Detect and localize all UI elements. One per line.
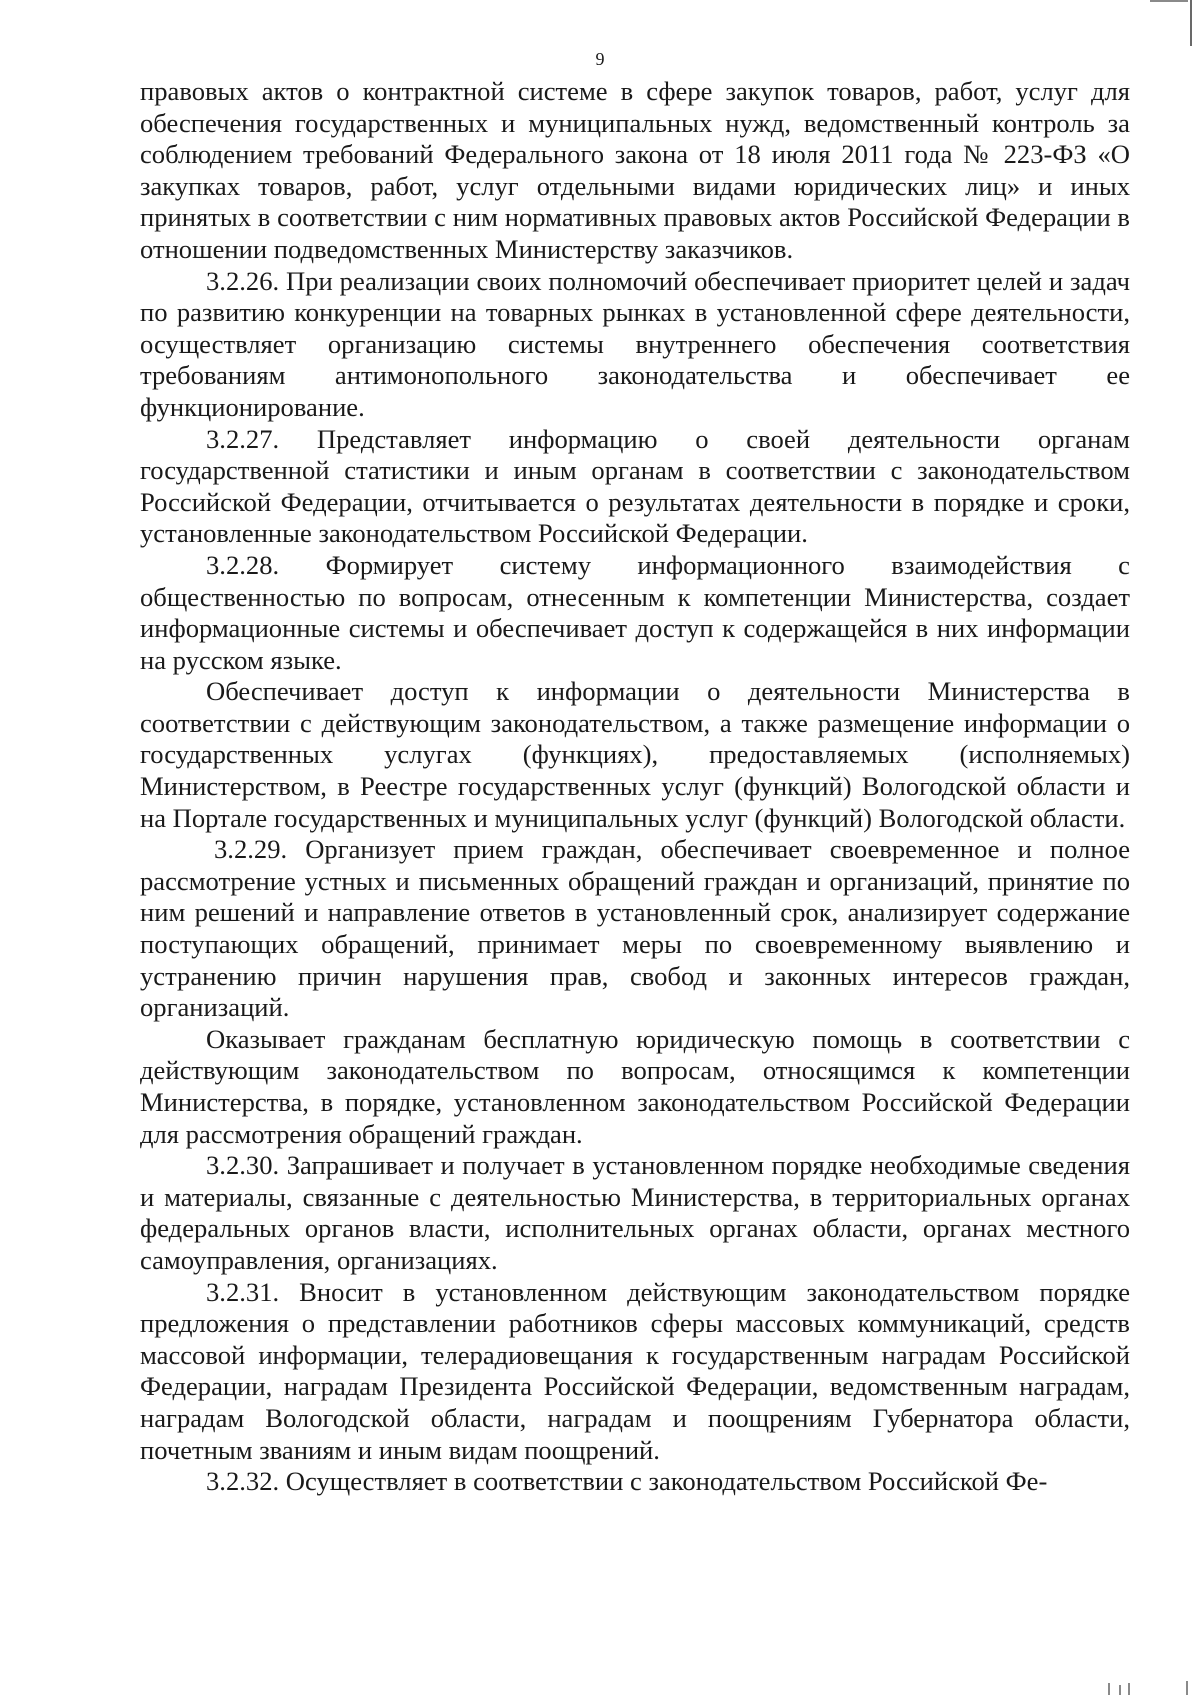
paragraph-3-2-31: 3.2.31. Вносит в установленном действующим законодательством порядке предложения о представлении работников сферы массовых коммуникаций, средств массовой информации, телерадиовещания к государственным наградам Российской Федерации, наградам Президента Российской Федерации, ведомственным наградам, наградам Вологодской области, наградам и поощрениям Губернатора области, почетным званиям и иным видам поощрений. xyxy=(140,1276,1130,1465)
scan-artifact-bottom-right-a xyxy=(1108,1683,1110,1695)
paragraph-3-2-30: 3.2.30. Запрашивает и получает в установленном порядке необходимые сведения и материалы, связанные с деятельностью Министерства, в территориальных органах федеральных органов власти, исполнительных органах области, органах местного самоуправления, организациях. xyxy=(140,1150,1130,1275)
scan-artifact-bottom-right-b xyxy=(1119,1685,1121,1695)
paragraph-3-2-29-legal-aid: Оказывает гражданам бесплатную юридическую помощь в соответствии с действующим законодательством по вопросам, относящимся к компетенции Министерства, в порядке, установленном законодательством Российской Федерации для рассмотрения обращений граждан. xyxy=(140,1023,1130,1149)
paragraph-3-2-28-access: Обеспечивает доступ к информации о деятельности Министерства в соответствии с действующим законодательством, а также размещение информации о государственных услугах (функциях), предоставляемых (исполняемых) Министерством, в Реестре государственных услуг (функций) Вологодской области и на Портале государственных и муниципальных услуг (функций) Вологодской области. xyxy=(140,676,1130,833)
scan-artifact-top-right xyxy=(1150,0,1188,2)
scan-artifact-right-edge xyxy=(1190,0,1192,46)
page-number: 9 xyxy=(595,49,605,69)
paragraph-3-2-26: 3.2.26. При реализации своих полномочий обеспечивает приоритет целей и задач по развитию конкуренции на товарных рынках в установленной сфере деятельности, осуществляет организацию системы внутреннего обеспечения соответствия требованиям антимонопольного законодательства и обеспечивает ее функционирование. xyxy=(140,265,1130,422)
paragraph-3-2-29: 3.2.29. Организует прием граждан, обеспечивает своевременное и полное рассмотрение устных и письменных обращений граждан и организаций, принятие по ним решений и направление ответов в установленный срок, анализирует содержание поступающих обращений, принимает меры по своевременному выявлению и устранению причин нарушения прав, свобод и законных интересов граждан, организаций. xyxy=(140,834,1130,1023)
scan-artifact-bottom-right-d xyxy=(1186,1681,1188,1695)
paragraph-3-2-28: 3.2.28. Формирует систему информационного взаимодействия с общественностью по вопросам, отнесенным к компетенции Министерства, создает информационные системы и обеспечивает доступ к содержащейся в них информации на русском языке. xyxy=(140,549,1130,675)
paragraph-continuation: правовых актов о контрактной системе в сфере закупок товаров, работ, услуг для обеспечения государственных и муниципальных нужд, ведомственный контроль за соблюдением требований Федерального закона от 18 июля 2011 года № 223-ФЗ «О закупках товаров, работ, услуг отдельными видами юридических лиц» и иных принятых в соответствии с ним нормативных правовых актов Российской Федерации в отношении подведомственных Министерству заказчиков. xyxy=(140,76,1130,264)
document-body xyxy=(140,76,1130,1498)
paragraph-3-2-27: 3.2.27. Представляет информацию о своей деятельности органам государственной статистики и иным органам в соответствии с законодательством Российской Федерации, отчитывается о результатах деятельности в порядке и сроки, установленные законодательством Российской Федерации. xyxy=(140,423,1130,549)
paragraph-3-2-32: 3.2.32. Осуществляет в соответствии с законодательством Российской Фе- xyxy=(206,1466,1048,1497)
scan-artifact-bottom-right-c xyxy=(1128,1683,1130,1695)
